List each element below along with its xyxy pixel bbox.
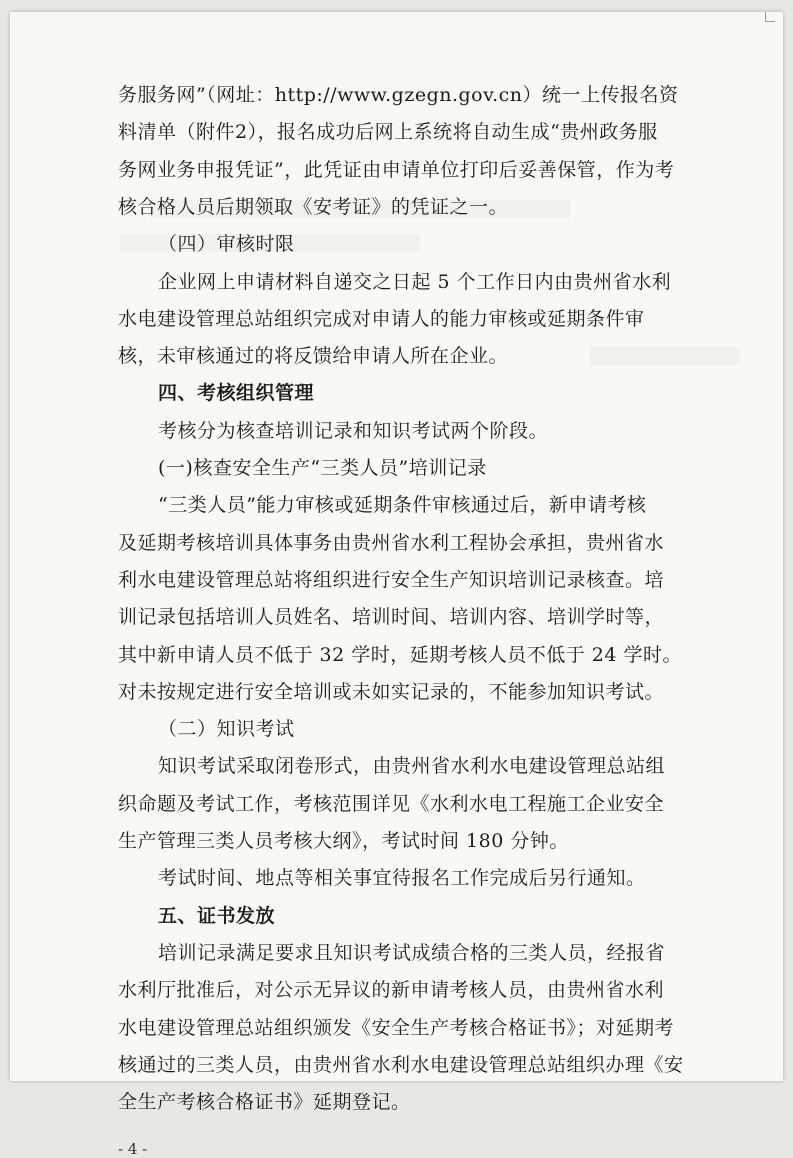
body-text-line: “三类人员”能力审核或延期条件审核通过后，新申请考核 (158, 494, 647, 517)
document-page (10, 12, 783, 1158)
body-text-line: 企业网上申请材料自递交之日起 5 个工作日内由贵州省水利 (158, 270, 672, 293)
body-text-line: 织命题及考试工作，考核范围详见《水利水电工程施工企业安全 (118, 792, 665, 815)
body-text-line: 训记录包括培训人员姓名、培训时间、培训内容、培训学时等， (118, 606, 665, 629)
body-text-line: 对未按规定进行安全培训或未如实记录的，不能参加知识考试。 (118, 680, 665, 703)
body-text-line: 知识考试采取闭卷形式，由贵州省水利水电建设管理总站组 (158, 755, 666, 778)
body-text-line: 水利厅批准后，对公示无异议的新申请考核人员，由贵州省水利 (118, 979, 665, 1002)
subsection-title: （四）审核时限 (158, 233, 295, 256)
body-text-line: 水电建设管理总站组织颁发《安全生产考核合格证书》；对延期考 (118, 1016, 675, 1039)
body-text-line: 全生产考核合格证书》延期登记。 (118, 1091, 411, 1114)
body-text-line: 培训记录满足要求且知识考试成绩合格的三类人员，经报省 (158, 941, 666, 964)
subsection-title: (一)核查安全生产“三类人员”培训记录 (158, 457, 487, 479)
body-text-line: 考核分为核查培训记录和知识考试两个阶段。 (158, 419, 549, 442)
body-text-line: 料清单（附件2），报名成功后网上系统将自动生成“贵州政务服 (118, 121, 658, 144)
page-number: - 4 - (118, 1140, 148, 1158)
body-text-line: 其中新申请人员不低于 32 学时，延期考核人员不低于 24 学时。 (118, 643, 683, 666)
body-text-line: 核通过的三类人员，由贵州省水利水电建设管理总站组织办理《安 (118, 1053, 684, 1076)
body-text-line: 务服务网”（网址：http://www.gzegn.gov.cn）统一上传报名资 (118, 84, 679, 106)
body-text-line: 及延期考核培训具体事务由贵州省水利工程协会承担，贵州省水 (118, 531, 665, 554)
body-text-line: 核，未审核通过的将反馈给申请人所在企业。 (118, 345, 509, 368)
body-text-line: 生产管理三类人员考核大纲》，考试时间 180 分钟。 (118, 830, 569, 852)
page-corner-mark (765, 12, 775, 22)
body-text-line: 利水电建设管理总站将组织进行安全生产知识培训记录核查。培 (118, 568, 665, 591)
body-text-line: 务网业务申报凭证”，此凭证由申请单位打印后妥善保管，作为考 (118, 158, 675, 181)
body-text-line: 考试时间、地点等相关事宜待报名工作完成后另行通知。 (158, 867, 646, 890)
body-text-line: 核合格人员后期领取《安考证》的凭证之一。 (118, 195, 509, 218)
section-heading: 五、证书发放 (158, 904, 276, 927)
body-text-line: 水电建设管理总站组织完成对申请人的能力审核或延期条件审 (118, 307, 645, 330)
section-heading: 四、考核组织管理 (158, 382, 315, 405)
subsection-title: （二）知识考试 (158, 718, 295, 741)
